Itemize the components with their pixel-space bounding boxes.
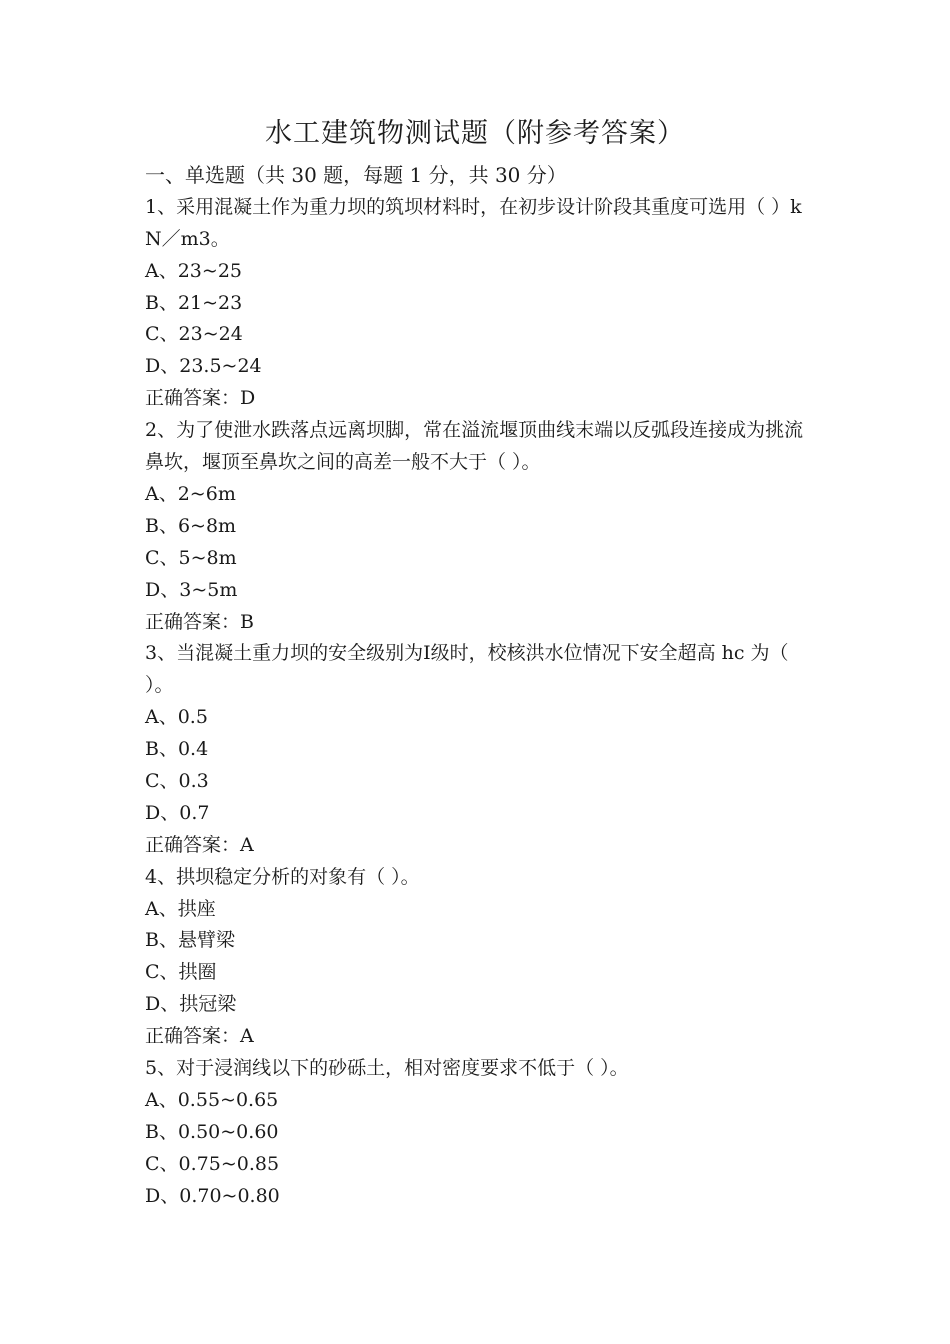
option-c: C、0.3 xyxy=(145,769,209,792)
option-c: C、5~8m xyxy=(145,546,237,569)
answer-line: 正确答案：B xyxy=(145,610,254,633)
option-b: B、0.50~0.60 xyxy=(145,1120,279,1143)
answer-line: 正确答案：D xyxy=(145,387,256,410)
option-a: A、2~6m xyxy=(145,482,236,505)
option-a: A、拱座 xyxy=(145,897,216,920)
option-b: B、6~8m xyxy=(145,514,237,537)
question-4 xyxy=(145,862,815,1053)
option-b: B、悬臂梁 xyxy=(145,929,235,952)
option-a: A、0.55~0.65 xyxy=(145,1088,279,1111)
question-stem: 3、当混凝土重力坝的安全级别为Ⅰ级时，校核洪水位情况下安全超高 hc 为（ ）。 xyxy=(145,642,789,697)
option-d: D、0.7 xyxy=(145,801,210,824)
document-title: 水工建筑物测试题（附参考答案） xyxy=(265,118,685,149)
option-c: C、拱圈 xyxy=(145,961,217,984)
section-heading: 一、单选题（共 30 题，每题 1 分，共 30 分） xyxy=(145,163,567,187)
question-stem: 1、采用混凝土作为重力坝的筑坝材料时，在初步设计阶段其重度可选用（ ）kN／m3。 xyxy=(145,195,802,250)
question-2 xyxy=(145,415,815,638)
option-c: C、23~24 xyxy=(145,323,243,346)
question-5 xyxy=(145,1053,815,1212)
option-a: A、23~25 xyxy=(145,259,242,282)
option-d: D、0.70~0.80 xyxy=(145,1184,280,1207)
option-d: D、拱冠梁 xyxy=(145,993,237,1016)
answer-line: 正确答案：A xyxy=(145,833,254,856)
option-b: B、0.4 xyxy=(145,738,209,761)
option-b: B、21~23 xyxy=(145,291,243,314)
question-stem: 4、拱坝稳定分析的对象有（ ）。 xyxy=(145,865,420,888)
answer-line: 正确答案：A xyxy=(145,1025,254,1048)
document-body xyxy=(145,160,815,1212)
question-1 xyxy=(145,192,815,415)
option-a: A、0.5 xyxy=(145,706,208,729)
question-stem: 5、对于浸润线以下的砂砾土，相对密度要求不低于（ ）。 xyxy=(145,1056,629,1079)
option-d: D、3~5m xyxy=(145,578,238,601)
option-d: D、23.5~24 xyxy=(145,355,262,378)
question-3 xyxy=(145,638,815,861)
question-stem: 2、为了使泄水跌落点远离坝脚，常在溢流堰顶曲线末端以反弧段连接成为挑流鼻坎，堰顶至鼻坎之间的高差一般不大于（ ）。 xyxy=(145,419,804,474)
option-c: C、0.75~0.85 xyxy=(145,1152,280,1175)
